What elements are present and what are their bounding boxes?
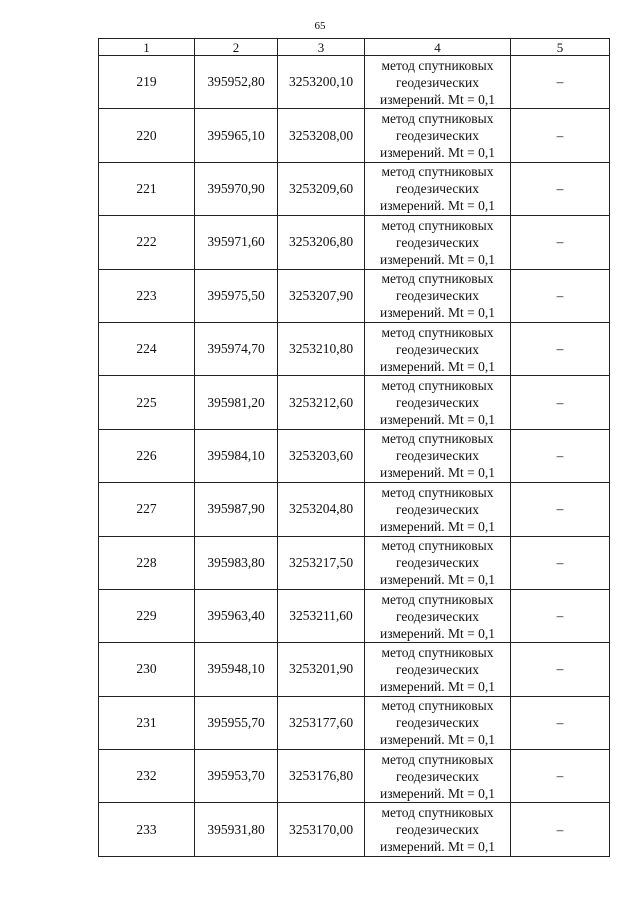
table-row [99, 269, 610, 322]
table-row [99, 536, 610, 589]
method-cell [365, 109, 511, 162]
point-number-cell: 227 [99, 483, 195, 536]
method-line: геодезических [396, 501, 479, 517]
note-cell: – [511, 56, 610, 109]
x-coordinate-cell: 395953,70 [195, 750, 278, 803]
header-cell-1: 1 [99, 39, 195, 56]
point-number-cell: 220 [99, 109, 195, 162]
method-line: геодезических [396, 128, 479, 144]
note-cell: – [511, 536, 610, 589]
method-cell [365, 162, 511, 215]
method-line: измерений. Mt = 0,1 [379, 412, 496, 428]
table-row [99, 376, 610, 429]
x-coordinate-cell: 395963,40 [195, 589, 278, 642]
method-cell [365, 429, 511, 482]
method-line: измерений. Mt = 0,1 [379, 518, 496, 534]
point-number-cell: 229 [99, 589, 195, 642]
y-coordinate-cell: 3253206,80 [278, 216, 365, 269]
method-line: метод спутниковых [381, 164, 494, 180]
table-row [99, 109, 610, 162]
y-coordinate-cell: 3253211,60 [278, 589, 365, 642]
x-coordinate-cell: 395984,10 [195, 429, 278, 482]
header-cell-4: 4 [365, 39, 511, 56]
table-row [99, 429, 610, 482]
x-coordinate-cell: 395948,10 [195, 643, 278, 696]
method-cell [365, 483, 511, 536]
x-coordinate-cell: 395975,50 [195, 269, 278, 322]
y-coordinate-cell: 3253209,60 [278, 162, 365, 215]
method-line: измерений. Mt = 0,1 [379, 785, 496, 801]
note-cell: – [511, 322, 610, 375]
note-cell: – [511, 589, 610, 642]
method-cell [365, 322, 511, 375]
method-cell [365, 750, 511, 803]
point-number-cell: 222 [99, 216, 195, 269]
note-cell: – [511, 750, 610, 803]
page-number: 65 [314, 20, 326, 32]
note-cell: – [511, 483, 610, 536]
method-line: метод спутниковых [381, 111, 494, 127]
method-line: метод спутниковых [381, 805, 494, 821]
y-coordinate-cell: 3253203,60 [278, 429, 365, 482]
point-number-cell: 224 [99, 322, 195, 375]
x-coordinate-cell: 395931,80 [195, 803, 278, 856]
point-number-cell: 230 [99, 643, 195, 696]
method-cell [365, 643, 511, 696]
method-line: метод спутниковых [381, 591, 494, 607]
point-number-cell: 223 [99, 269, 195, 322]
method-line: метод спутниковых [381, 538, 494, 554]
method-line: геодезических [396, 74, 479, 90]
method-cell [365, 696, 511, 749]
table-row [99, 56, 610, 109]
method-line: геодезических [396, 661, 479, 677]
table-row [99, 643, 610, 696]
y-coordinate-cell: 3253207,90 [278, 269, 365, 322]
x-coordinate-cell: 395955,70 [195, 696, 278, 749]
y-coordinate-cell: 3253204,80 [278, 483, 365, 536]
method-line: измерений. Mt = 0,1 [379, 678, 496, 694]
method-line: метод спутниковых [381, 324, 494, 340]
point-number-cell: 219 [99, 56, 195, 109]
method-line: измерений. Mt = 0,1 [379, 198, 496, 214]
note-cell: – [511, 429, 610, 482]
method-line: геодезических [396, 181, 479, 197]
header-cell-2: 2 [195, 39, 278, 56]
note-cell: – [511, 803, 610, 856]
method-line: геодезических [396, 822, 479, 838]
method-line: измерений. Mt = 0,1 [379, 305, 496, 321]
point-number-cell: 226 [99, 429, 195, 482]
method-line: геодезических [396, 555, 479, 571]
table-row [99, 162, 610, 215]
table-row [99, 750, 610, 803]
y-coordinate-cell: 3253212,60 [278, 376, 365, 429]
table-body [99, 56, 610, 857]
x-coordinate-cell: 395965,10 [195, 109, 278, 162]
method-line: геодезических [396, 395, 479, 411]
method-cell [365, 803, 511, 856]
method-cell [365, 216, 511, 269]
note-cell: – [511, 216, 610, 269]
x-coordinate-cell: 395974,70 [195, 322, 278, 375]
method-line: измерений. Mt = 0,1 [379, 91, 496, 107]
table-row [99, 322, 610, 375]
x-coordinate-cell: 395987,90 [195, 483, 278, 536]
y-coordinate-cell: 3253176,80 [278, 750, 365, 803]
method-line: измерений. Mt = 0,1 [379, 625, 496, 641]
method-line: измерений. Mt = 0,1 [379, 572, 496, 588]
method-line: измерений. Mt = 0,1 [379, 358, 496, 374]
header-cell-3: 3 [278, 39, 365, 56]
note-cell: – [511, 696, 610, 749]
note-cell: – [511, 643, 610, 696]
table-row [99, 589, 610, 642]
table-row [99, 696, 610, 749]
note-cell: – [511, 162, 610, 215]
method-line: геодезических [396, 715, 479, 731]
header-cell-5: 5 [511, 39, 610, 56]
method-line: измерений. Mt = 0,1 [379, 251, 496, 267]
method-cell [365, 269, 511, 322]
y-coordinate-cell: 3253177,60 [278, 696, 365, 749]
point-number-cell: 232 [99, 750, 195, 803]
header-row [99, 39, 610, 56]
method-line: метод спутниковых [381, 484, 494, 500]
point-number-cell: 233 [99, 803, 195, 856]
method-cell [365, 536, 511, 589]
y-coordinate-cell: 3253200,10 [278, 56, 365, 109]
method-line: геодезических [396, 234, 479, 250]
method-cell [365, 56, 511, 109]
note-cell: – [511, 109, 610, 162]
method-line: геодезических [396, 448, 479, 464]
method-line: измерений. Mt = 0,1 [379, 732, 496, 748]
method-line: геодезических [396, 288, 479, 304]
method-line: измерений. Mt = 0,1 [379, 839, 496, 855]
y-coordinate-cell: 3253170,00 [278, 803, 365, 856]
method-line: метод спутниковых [381, 751, 494, 767]
point-number-cell: 225 [99, 376, 195, 429]
x-coordinate-cell: 395970,90 [195, 162, 278, 215]
y-coordinate-cell: 3253217,50 [278, 536, 365, 589]
method-line: геодезических [396, 341, 479, 357]
method-line: измерений. Mt = 0,1 [379, 465, 496, 481]
note-cell: – [511, 376, 610, 429]
method-line: геодезических [396, 608, 479, 624]
table-row [99, 216, 610, 269]
method-line: метод спутниковых [381, 378, 494, 394]
method-line: измерений. Mt = 0,1 [379, 145, 496, 161]
method-line: метод спутниковых [381, 57, 494, 73]
x-coordinate-cell: 395952,80 [195, 56, 278, 109]
y-coordinate-cell: 3253208,00 [278, 109, 365, 162]
y-coordinate-cell: 3253201,90 [278, 643, 365, 696]
method-cell [365, 376, 511, 429]
table-row [99, 803, 610, 856]
coordinates-table [98, 38, 610, 857]
y-coordinate-cell: 3253210,80 [278, 322, 365, 375]
x-coordinate-cell: 395983,80 [195, 536, 278, 589]
x-coordinate-cell: 395981,20 [195, 376, 278, 429]
note-cell: – [511, 269, 610, 322]
point-number-cell: 231 [99, 696, 195, 749]
point-number-cell: 221 [99, 162, 195, 215]
x-coordinate-cell: 395971,60 [195, 216, 278, 269]
point-number-cell: 228 [99, 536, 195, 589]
method-cell [365, 589, 511, 642]
method-line: метод спутниковых [381, 698, 494, 714]
method-line: метод спутниковых [381, 644, 494, 660]
method-line: метод спутниковых [381, 431, 494, 447]
method-line: метод спутниковых [381, 217, 494, 233]
table-row [99, 483, 610, 536]
method-line: геодезических [396, 768, 479, 784]
method-line: метод спутниковых [381, 271, 494, 287]
